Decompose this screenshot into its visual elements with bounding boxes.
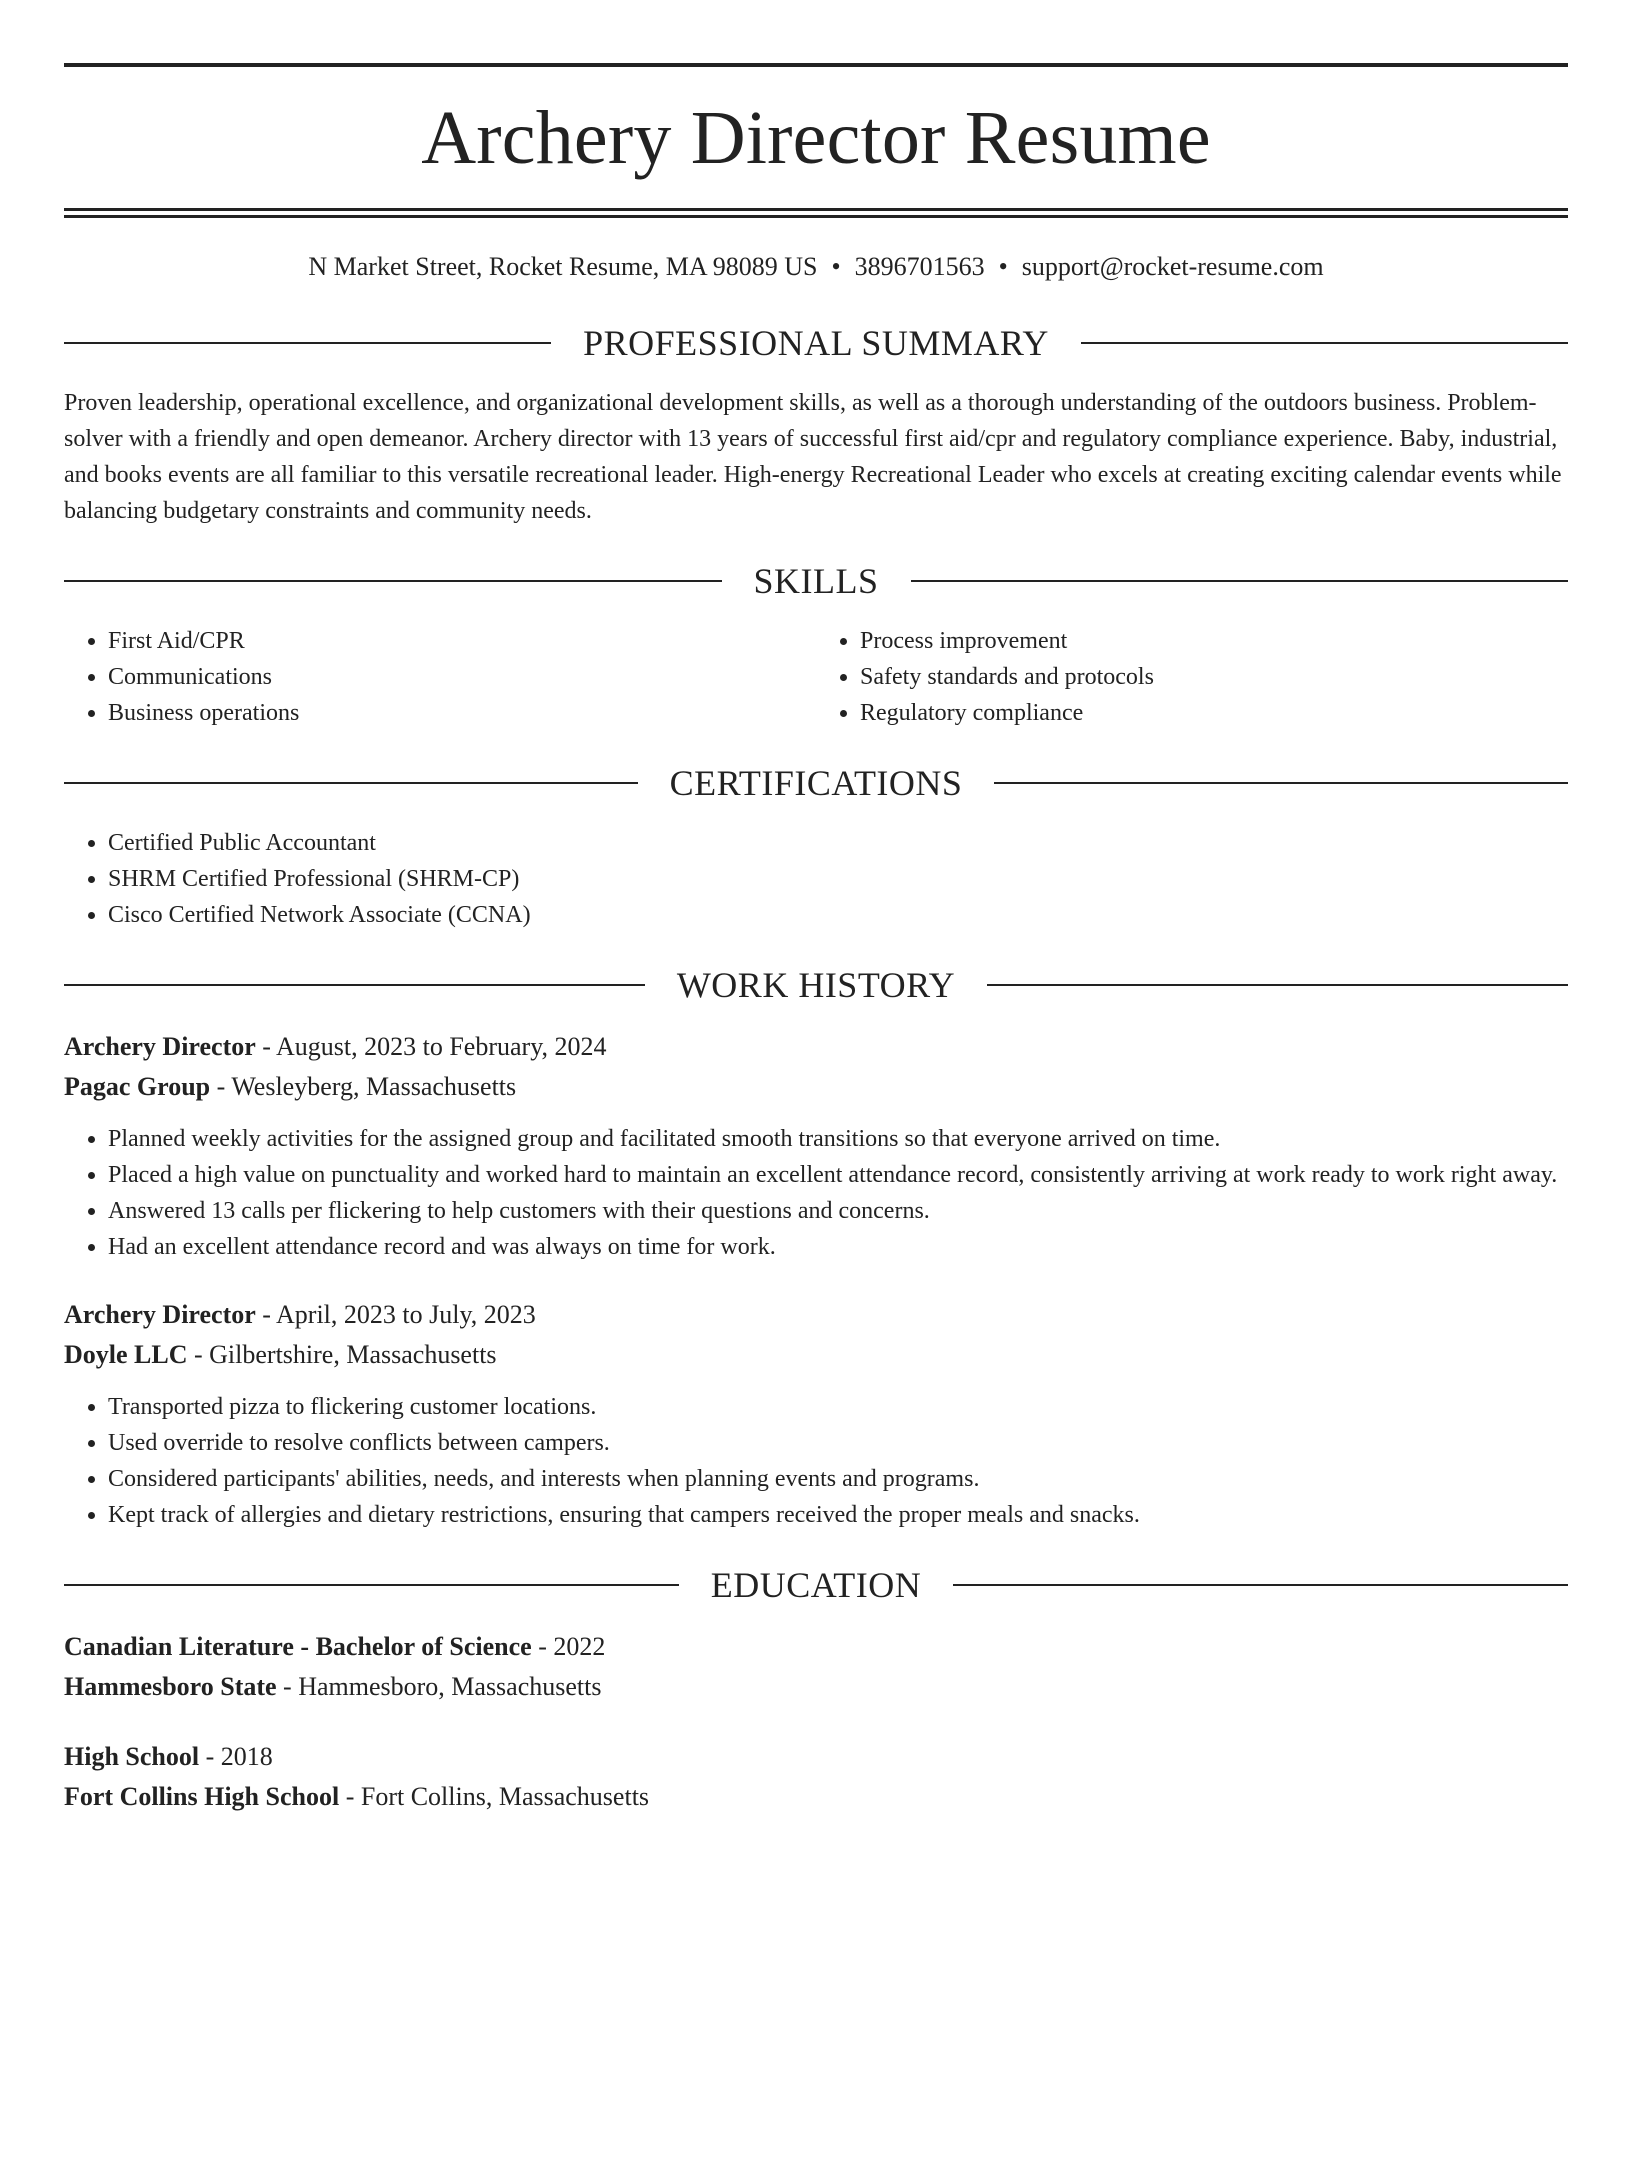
- contact-phone: 3896701563: [854, 252, 985, 281]
- skill-item: • First Aid/CPR: [108, 623, 816, 659]
- degree-line: [64, 1737, 1568, 1777]
- certifications-list: [64, 825, 1568, 933]
- heading-rule: [64, 580, 722, 582]
- job-dates: - August, 2023 to February, 2024: [262, 1032, 607, 1061]
- skill-item: • Process improvement: [860, 623, 1568, 659]
- skill-item: • Communications: [108, 659, 816, 695]
- heading-rule: [1081, 342, 1568, 344]
- heading-rule: [64, 782, 638, 784]
- job-duty: • Used override to resolve conflicts between campers.: [108, 1425, 1568, 1461]
- job-dates: - April, 2023 to July, 2023: [262, 1300, 536, 1329]
- section-heading-skills: [64, 563, 1568, 599]
- school-name: Hammesboro State: [64, 1672, 277, 1701]
- heading-rule: [987, 984, 1568, 986]
- section-heading-summary: [64, 325, 1568, 361]
- section-title: CERTIFICATIONS: [669, 763, 963, 803]
- contact-separator: •: [998, 252, 1008, 281]
- school-name: Fort Collins High School: [64, 1782, 340, 1811]
- heading-rule: [64, 1584, 679, 1586]
- job-duty: • Answered 13 calls per flickering to help customers with their questions and concerns.: [108, 1193, 1568, 1229]
- degree: Canadian Literature - Bachelor of Science: [64, 1632, 532, 1661]
- job-duty: • Placed a high value on punctuality and worked hard to maintain an excellent attendance record, consistently arriving at work ready to work right away.: [108, 1157, 1568, 1193]
- job-duty: • Planned weekly activities for the assigned group and facilitated smooth transitions so that everyone arrived on time.: [108, 1121, 1568, 1157]
- job-duties-list: [64, 1121, 1568, 1265]
- job-company-line: [64, 1335, 1568, 1375]
- heading-rule: [64, 342, 551, 344]
- section-title: PROFESSIONAL SUMMARY: [583, 323, 1049, 363]
- heading-rule: [911, 580, 1569, 582]
- section-heading-education: [64, 1567, 1568, 1603]
- certification-item: • Certified Public Accountant: [108, 825, 1568, 861]
- job-duty: • Transported pizza to flickering customer locations.: [108, 1389, 1568, 1425]
- school-line: [64, 1777, 1568, 1817]
- job-company: Pagac Group: [64, 1072, 211, 1101]
- education-entry: [64, 1627, 1568, 1707]
- school-location: - Fort Collins, Massachusetts: [345, 1782, 650, 1811]
- skills-list: [64, 623, 1568, 731]
- skill-item: • Business operations: [108, 695, 816, 731]
- section-title: EDUCATION: [710, 1565, 922, 1605]
- contact-separator: •: [831, 252, 841, 281]
- graduation-year: - 2018: [205, 1742, 273, 1771]
- contact-line: [64, 254, 1568, 280]
- job-location: - Wesleyberg, Massachusetts: [216, 1072, 517, 1101]
- education-entry: [64, 1737, 1568, 1817]
- job-location: - Gilbertshire, Massachusetts: [194, 1340, 497, 1369]
- section-heading-certifications: [64, 765, 1568, 801]
- heading-rule: [994, 782, 1568, 784]
- job-duties-list: [64, 1389, 1568, 1533]
- resume-page: [0, 63, 1632, 2175]
- section-heading-work-history: [64, 967, 1568, 1003]
- summary-text: Proven leadership, operational excellence, and organizational development skills, as well as a thorough understanding of the outdoors business. Problem-solver with a friendly and open demeanor. Archery director with 13 years of successful first aid/cpr and regulatory compliance experience. Baby, industrial, and books events are all familiar to this versatile recreational leader. High-energy Recreational Leader who excels at creating exciting calendar events while balancing budgetary constraints and community needs.: [64, 390, 1562, 524]
- job-company-line: [64, 1067, 1568, 1107]
- title-double-rule: [64, 208, 1568, 218]
- resume-title: Archery Director Resume: [421, 96, 1211, 180]
- job-entry: [64, 1027, 1568, 1107]
- heading-rule: [953, 1584, 1568, 1586]
- skills-column-right: [816, 623, 1568, 731]
- degree: High School: [64, 1742, 200, 1771]
- job-title: Archery Director: [64, 1032, 256, 1061]
- skills-column-left: [64, 623, 816, 731]
- certification-item: • SHRM Certified Professional (SHRM-CP): [108, 861, 1568, 897]
- job-title-line: [64, 1295, 1568, 1335]
- skill-item: • Regulatory compliance: [860, 695, 1568, 731]
- skill-item: • Safety standards and protocols: [860, 659, 1568, 695]
- contact-email: support@rocket-resume.com: [1021, 252, 1324, 281]
- job-title: Archery Director: [64, 1300, 256, 1329]
- job-entry: [64, 1295, 1568, 1375]
- section-title: WORK HISTORY: [676, 965, 956, 1005]
- school-line: [64, 1667, 1568, 1707]
- job-company: Doyle LLC: [64, 1340, 188, 1369]
- certification-item: • Cisco Certified Network Associate (CCNA): [108, 897, 1568, 933]
- title-top-rule: [64, 63, 1568, 67]
- school-location: - Hammesboro, Massachusetts: [283, 1672, 602, 1701]
- degree-line: [64, 1627, 1568, 1667]
- job-duty: • Had an excellent attendance record and was always on time for work.: [108, 1229, 1568, 1265]
- job-title-line: [64, 1027, 1568, 1067]
- heading-rule: [64, 984, 645, 986]
- contact-address: N Market Street, Rocket Resume, MA 98089 US: [308, 252, 818, 281]
- section-title: SKILLS: [753, 561, 879, 601]
- job-duty: • Kept track of allergies and dietary restrictions, ensuring that campers received the proper meals and snacks.: [108, 1497, 1568, 1533]
- job-duty: • Considered participants' abilities, needs, and interests when planning events and programs.: [108, 1461, 1568, 1497]
- graduation-year: - 2022: [538, 1632, 606, 1661]
